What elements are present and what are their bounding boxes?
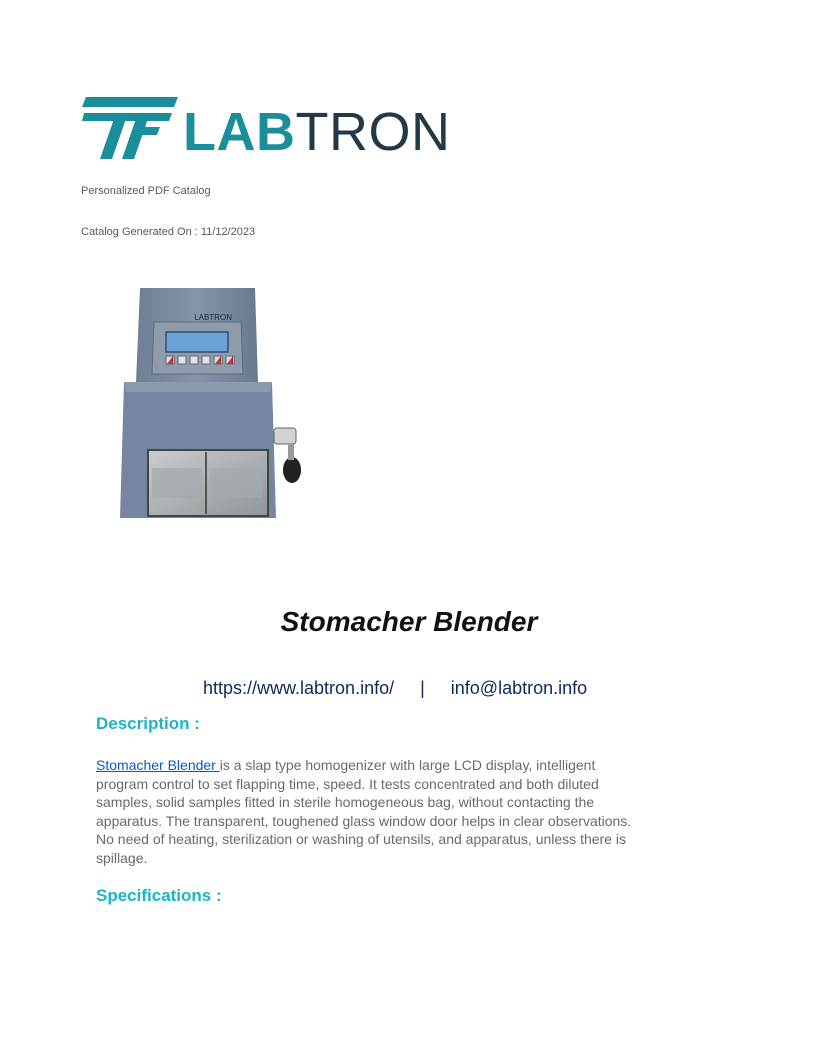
product-image-label: LABTRON: [194, 313, 232, 322]
description-heading: Description :: [96, 714, 200, 733]
description-text: is a slap type homogenizer with large LCD display, intelligent program control to set flapping time, speed. It tests concentrated and both diluted samples, solid samples fitted in sterile homogeneous bag, without contacting the apparatus. The transparent, toughened glass window door helps in clear observations. No need of heating, sterilization or washing of utensils, and apparatus, unless there is spillage.: [96, 757, 632, 866]
email-link[interactable]: info@labtron.info: [450, 678, 588, 698]
website-link[interactable]: https://www.labtron.info/: [203, 678, 395, 698]
brand-logo: [82, 97, 462, 161]
catalog-generated-date: Catalog Generated On : 11/12/2023: [81, 226, 256, 238]
contact-separator: |: [420, 678, 425, 698]
specifications-heading: Specifications :: [96, 886, 222, 905]
contact-line: [203, 678, 587, 699]
brand-name-bold: LAB: [183, 102, 296, 162]
product-image: [110, 282, 310, 527]
description-paragraph: [96, 756, 636, 867]
product-link[interactable]: Stomacher Blender: [96, 757, 220, 773]
brand-name-light: TRON: [295, 102, 451, 162]
labtron-logo-icon: [82, 97, 180, 161]
catalog-label: Personalized PDF Catalog: [81, 185, 211, 197]
product-title: Stomacher Blender: [280, 606, 538, 637]
